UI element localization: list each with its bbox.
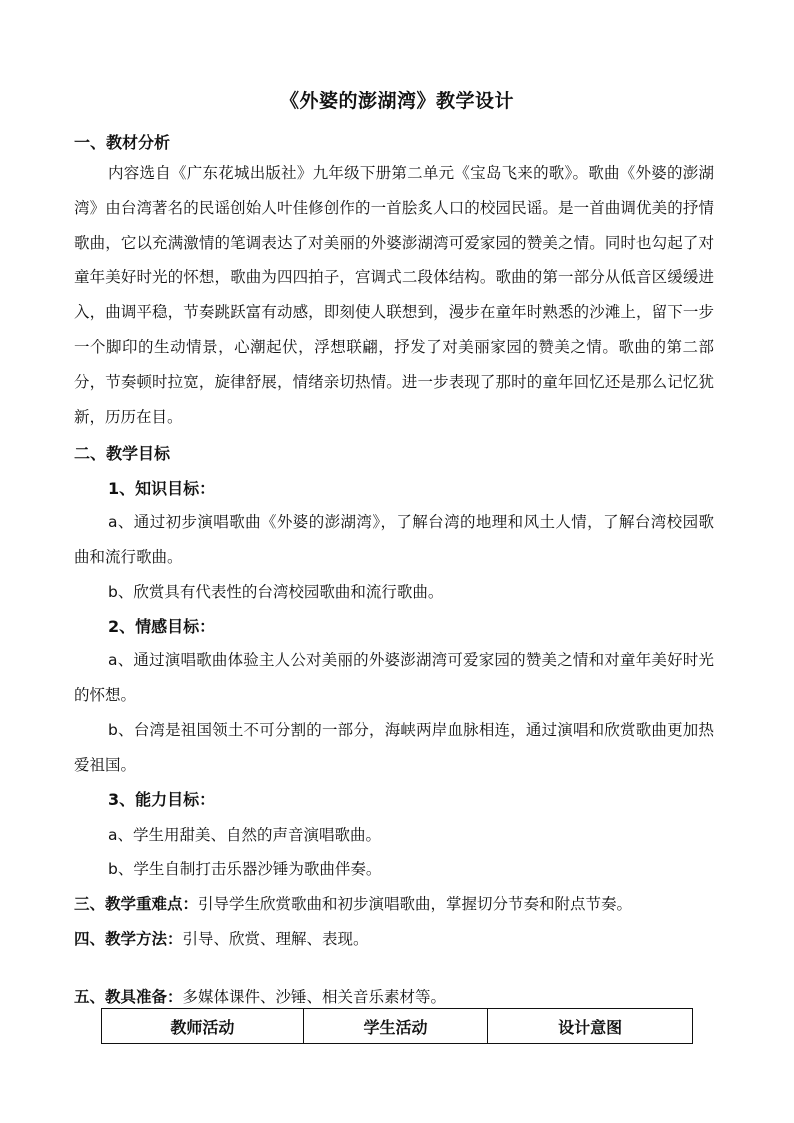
emotion-goal-a: a、通过演唱歌曲体验主人公对美丽的外婆澎湖湾可爱家园的赞美之情和对童年美好时光的怀想。 (74, 651, 714, 704)
header-design-intent: 设计意图 (488, 1009, 693, 1044)
header-student-activity: 学生活动 (303, 1009, 488, 1044)
teaching-aids (74, 987, 446, 1007)
section-heading-textbook-analysis: 一、教材分析 (74, 133, 171, 152)
emotion-goal-b: b、台湾是祖国领土不可分割的一部分，海峡两岸血脉相连，通过演唱和欣赏歌曲更加热爱祖国。 (74, 721, 714, 774)
header-teacher-activity: 教师活动 (102, 1009, 304, 1044)
section-heading-teaching-goals: 二、教学目标 (74, 444, 171, 463)
activity-table-header-row (102, 1009, 693, 1044)
teaching-methods-label: 四、教学方法： (74, 930, 183, 948)
teaching-methods (74, 929, 369, 949)
key-difficulties (74, 894, 632, 914)
teaching-methods-text: 引导、欣赏、理解、表现。 (182, 930, 369, 948)
knowledge-goal-b: b、欣赏具有代表性的台湾校园歌曲和流行歌曲。 (108, 583, 444, 601)
key-difficulties-label: 三、教学重难点： (74, 895, 199, 913)
activity-table (101, 1008, 693, 1044)
teaching-aids-text: 多媒体课件、沙锤、相关音乐素材等。 (182, 988, 447, 1006)
subheading-knowledge-goals: 1、知识目标： (108, 479, 216, 498)
textbook-analysis-paragraph: 内容选自《广东花城出版社》九年级下册第二单元《宝岛飞来的歌》。歌曲《外婆的澎湖湾》由台湾著名的民谣创始人叶佳修创作的一首脍炙人口的校园民谣。是一首曲调优美的抒情歌曲，它以充满激情的笔调表达了对美丽的外婆澎湖湾可爱家园的赞美之情。同时也勾起了对童年美好时光的怀想，歌曲为四四拍子，宫调式二段体结构。歌曲的第一部分从低音区缓缓进入，曲调平稳，节奏跳跃富有动感，即刻使人联想到，漫步在童年时熟悉的沙滩上，留下一步一个脚印的生动情景，心潮起伏，浮想联翩，抒发了对美丽家园的赞美之情。歌曲的第二部分，节奏顿时拉宽，旋律舒展，情绪亲切热情。进一步表现了那时的童年回忆还是那么记忆犹新，历历在目。 (74, 164, 714, 426)
ability-goal-a: a、学生用甜美、自然的声音演唱歌曲。 (108, 826, 381, 844)
page-title: 《外婆的澎湖湾》教学设计 (279, 90, 514, 112)
knowledge-goal-a: a、通过初步演唱歌曲《外婆的澎湖湾》，了解台湾的地理和风土人情，了解台湾校园歌曲和流行歌曲。 (74, 513, 714, 566)
teaching-aids-label: 五、教具准备： (74, 988, 183, 1006)
subheading-ability-goals: 3、能力目标： (108, 790, 216, 809)
ability-goal-b: b、学生自制打击乐器沙锤为歌曲伴奏。 (108, 860, 382, 878)
key-difficulties-text: 引导学生欣赏歌曲和初步演唱歌曲，掌握切分节奏和附点节奏。 (198, 895, 633, 913)
subheading-emotion-goals: 2、情感目标： (108, 617, 216, 636)
